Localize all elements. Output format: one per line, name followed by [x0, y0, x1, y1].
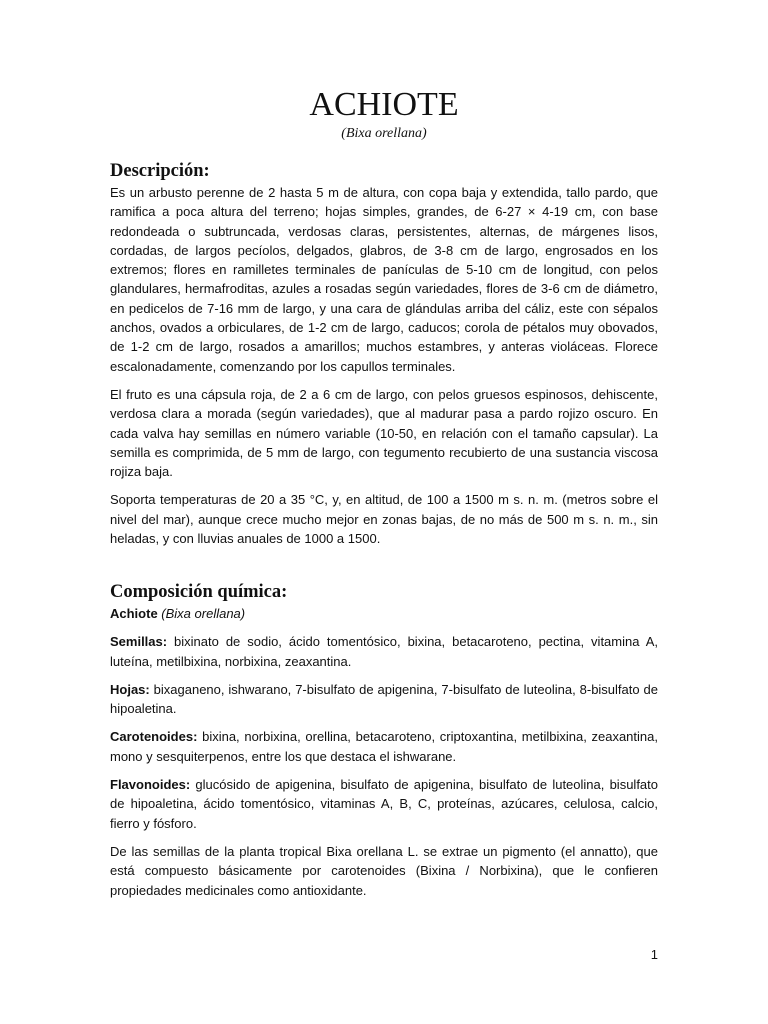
document-subtitle: (Bixa orellana) — [341, 126, 427, 141]
label-semillas: Semillas: — [110, 634, 168, 650]
plant-scientific-name: (Bixa orellana) — [161, 606, 246, 621]
plant-line — [110, 604, 658, 623]
text-flavonoides: glucósido de apigenina, bisulfato de apigenina, bisulfato de luteolina, bisulfato de hipoaletina, ácido tomentósico, vitaminas A, B, C, proteínas, azúcares, celulosa, calcio, fierro y fósforo. — [110, 777, 658, 831]
paragraph-descripcion-3: Soporta temperaturas de 20 a 35 °C, y, en altitud, de 100 a 1500 m s. n. m. (metros sobre el nivel del mar), aunque crece mucho mejor en zonas bajas, de no más de 500 m s. n. m., sin heladas, y con lluvias anuales de 1000 a 1500. — [110, 492, 658, 547]
text-carotenoides: bixina, norbixina, orellina, betacaroteno, criptoxantina, metilbixina, zeaxantina, mono y sesquiterpenos, entre los que destaca el ishwarane. — [110, 729, 658, 764]
section-descripcion — [110, 159, 658, 548]
heading-composicion: Composición química: — [110, 582, 288, 602]
document-title: ACHIOTE — [309, 86, 459, 123]
label-hojas: Hojas: — [110, 681, 150, 697]
paragraph-hojas — [110, 680, 658, 719]
paragraph-final: De las semillas de la planta tropical Bixa orellana L. se extrae un pigmento (el annatto), que está compuesto básicamente por carotenoides (Bixina / Norbixina), que le confieren propiedades medicinales como antioxidante. — [110, 843, 658, 898]
page-number: 1 — [650, 947, 658, 962]
heading-descripcion: Descripción: — [110, 161, 210, 181]
text-semillas: bixinato de sodio, ácido tomentósico, bixina, betacaroteno, pectina, vitamina A, luteína, metilbixina, norbixina, zeaxantina. — [110, 634, 658, 669]
paragraph-descripcion-1: Es un arbusto perenne de 2 hasta 5 m de altura, con copa baja y extendida, tallo pardo, que ramifica a poca altura del terreno; hojas simples, grandes, de 6-27 × 4-19 cm, con base redondeada o subtruncada, verdosas claras, persistentes, alternas, de márgenes lisos, cordadas, de largos pecíolos, delgados, glabros, de 3-8 cm de largo, engrosados en los extremos; flores en ramilletes terminales de panículas de 5-10 cm de longitud, con pelos glandulares, hermafroditas, azules a rosadas según variedades, flores de 3-6 cm de diámetro, en pedicelos de 7-16 mm de largo, y una cara de glándulas arriba del cáliz, este con sépalos anchos, ovados a orbiculares, de 1-2 cm de largo, caducos; corola de pétalos muy obovados, de 1-2 cm de largo, rosados a amarillos; muchos estambres, y anteras violáceas. Florece escalonadamente, comenzando por los capullos terminales. — [110, 185, 658, 374]
paragraph-flavonoides — [110, 775, 658, 833]
paragraph-descripcion-2: El fruto es una cápsula roja, de 2 a 6 cm de largo, con pelos gruesos espinosos, dehiscente, verdosa clara a morada (según variedades), que al madurar pasa a pardo rojizo oscuro. En cada valva hay semillas en número variable (10-50, en relación con el tamaño capsular). La semilla es comprimida, de 5 mm de largo, con tegumento recubierto de una sustancia viscosa rojiza baja. — [110, 386, 658, 480]
paragraph-carotenoides — [110, 727, 658, 766]
label-carotenoides: Carotenoides: — [110, 729, 198, 745]
label-flavonoides: Flavonoides: — [110, 777, 191, 793]
text-hojas: bixaganeno, ishwarano, 7-bisulfato de apigenina, 7-bisulfato de luteolina, 8-bisulfato de hipoaletina. — [110, 681, 658, 717]
plant-name: Achiote — [110, 606, 158, 621]
paragraph-semillas — [110, 632, 658, 671]
section-composicion — [110, 580, 658, 900]
